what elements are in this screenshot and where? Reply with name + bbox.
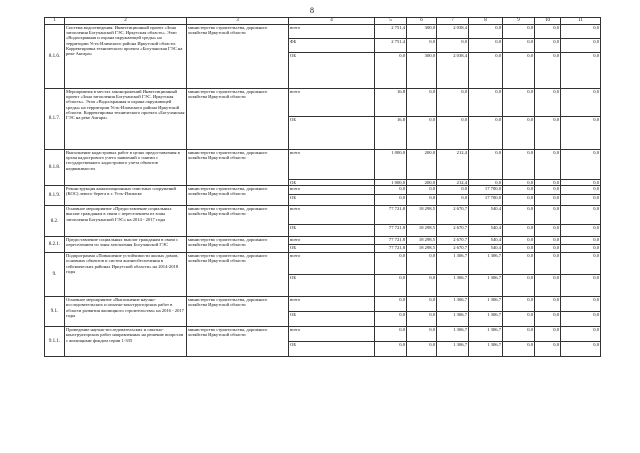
value-cell: 2 670,7 (437, 206, 469, 225)
value-cell: 1 306,7 (469, 275, 503, 297)
value-cell: 0,0 (561, 342, 601, 357)
value-cell: 200,0 (407, 180, 437, 186)
funding-source: ОБ (289, 312, 375, 327)
row-executor: министерство строительства, дорожного хозяйства Иркутской области (187, 237, 289, 253)
value-cell: 0,0 (561, 53, 601, 89)
value-cell: 0,0 (437, 195, 469, 206)
value-cell: 0,0 (469, 180, 503, 186)
value-cell: 0,0 (503, 25, 535, 39)
header-cell: 11 (561, 18, 601, 25)
header-cell: 2 (65, 18, 187, 25)
table-body (45, 18, 601, 357)
value-cell: 0,0 (535, 89, 561, 117)
value-cell: 1 306,7 (437, 342, 469, 357)
funding-source: ФБ (289, 39, 375, 53)
value-cell: 0,0 (535, 237, 561, 245)
value-cell: 1 306,7 (437, 275, 469, 297)
value-cell: 0,0 (503, 186, 535, 195)
value-cell: 0,0 (561, 150, 601, 180)
value-cell: 0,0 (407, 327, 437, 342)
value-cell: 0,0 (503, 312, 535, 327)
value-cell: 0,0 (407, 297, 437, 312)
value-cell: 1 000,0 (375, 150, 407, 180)
value-cell: 0,0 (535, 150, 561, 180)
value-cell: 0,0 (407, 253, 437, 275)
value-cell: 0,0 (535, 180, 561, 186)
value-cell: 1 306,7 (437, 312, 469, 327)
value-cell: 1 306,7 (469, 297, 503, 312)
value-cell: 0,0 (535, 39, 561, 53)
value-cell: 2 751,4 (375, 39, 407, 53)
value-cell: 0,0 (561, 327, 601, 342)
row-executor: министерство строительства, дорожного хозяйства Иркутской области (187, 89, 289, 150)
table-row (45, 186, 601, 195)
value-cell: 0,0 (535, 327, 561, 342)
value-cell: 0,0 (375, 53, 407, 89)
value-cell: 0,0 (503, 195, 535, 206)
value-cell: 0,0 (561, 253, 601, 275)
value-cell: 0,0 (503, 206, 535, 225)
value-cell: 77 721,8 (375, 225, 407, 237)
funding-source: ОБ (289, 275, 375, 297)
value-cell: 0,0 (561, 237, 601, 245)
page-number: 8 (310, 6, 314, 15)
value-cell: 0,0 (437, 186, 469, 195)
value-cell: 0,0 (503, 89, 535, 117)
value-cell: 0,0 (469, 53, 503, 89)
row-code: 8.1.9. (45, 186, 65, 206)
value-cell: 300,0 (407, 25, 437, 39)
row-code: 9.1.1. (45, 327, 65, 357)
row-code: 9. (45, 253, 65, 297)
value-cell: 0,0 (469, 117, 503, 150)
value-cell: 2 670,7 (437, 225, 469, 237)
value-cell: 0,0 (469, 150, 503, 180)
value-cell: 0,0 (535, 253, 561, 275)
value-cell: 0,0 (561, 195, 601, 206)
table-row (45, 297, 601, 312)
value-cell: 18 298,5 (407, 206, 437, 225)
value-cell: 200,0 (407, 150, 437, 180)
value-cell: 0,0 (503, 225, 535, 237)
value-cell: 2 670,7 (437, 245, 469, 253)
funding-source: ОБ (289, 180, 375, 186)
table-row (45, 253, 601, 275)
value-cell: 0,0 (503, 245, 535, 253)
value-cell: 0,0 (437, 39, 469, 53)
value-cell: 0,0 (503, 150, 535, 180)
value-cell: 0,0 (407, 186, 437, 195)
value-cell: 0,0 (503, 117, 535, 150)
value-cell: 77 721,8 (375, 206, 407, 225)
value-cell: 0,0 (561, 186, 601, 195)
value-cell: 0,0 (437, 117, 469, 150)
header-cell: 3 (187, 18, 289, 25)
row-code: 8.1.7. (45, 89, 65, 150)
value-cell: 0,0 (375, 297, 407, 312)
value-cell: 540,4 (469, 225, 503, 237)
value-cell: 0,0 (535, 245, 561, 253)
value-cell: 0,0 (535, 206, 561, 225)
header-cell: 10 (535, 18, 561, 25)
value-cell: 300,0 (407, 53, 437, 89)
row-executor: министерство строительства, дорожного хозяйства Иркутской области (187, 297, 289, 327)
row-code: 8.1.6. (45, 25, 65, 89)
row-description: Мероприятия в местах законорожений Инвестиционный проект «Зона затопления Богучанской ГЭС. Иркутская область». Этап «Водоохранная и охрана окружающей среды» на территории Усть-Илимского района Иркутской области. Корректировка технического проекта «Богучанская ГЭС на реке Ангара» (65, 89, 187, 150)
value-cell: 0,0 (535, 186, 561, 195)
value-cell: 0,0 (407, 195, 437, 206)
value-cell: 0,0 (561, 245, 601, 253)
value-cell: 0,0 (561, 275, 601, 297)
header-cell: 8 (469, 18, 503, 25)
value-cell: 0,0 (561, 206, 601, 225)
value-cell: 1 000,0 (375, 180, 407, 186)
value-cell: 0,0 (561, 225, 601, 237)
value-cell: 0,0 (503, 253, 535, 275)
value-cell: 212,4 (437, 180, 469, 186)
value-cell: 0,0 (469, 25, 503, 39)
funding-source: всего (289, 25, 375, 39)
value-cell: 0,0 (503, 297, 535, 312)
value-cell: 1 306,7 (469, 342, 503, 357)
table-row (45, 25, 601, 39)
value-cell: 0,0 (561, 180, 601, 186)
row-code: 9.1. (45, 297, 65, 327)
value-cell: 1 306,7 (469, 312, 503, 327)
value-cell: 0,0 (561, 117, 601, 150)
row-description: Основное мероприятие «Выполнение научно-исследовательских и опытно-конструкторских работ в области развития жилищного строительства» на 2016 - 2017 годы (65, 297, 187, 327)
funding-source: ОБ (289, 195, 375, 206)
row-executor: министерство строительства, дорожного хозяйства Иркутской области (187, 150, 289, 186)
value-cell: 0,0 (375, 195, 407, 206)
value-cell: 0,0 (407, 117, 437, 150)
funding-source: всего (289, 186, 375, 195)
value-cell: 18 298,5 (407, 225, 437, 237)
funding-source: всего (289, 89, 375, 117)
value-cell: 0,0 (407, 312, 437, 327)
value-cell: 0,0 (503, 39, 535, 53)
value-cell: 0,0 (503, 53, 535, 89)
row-description: Основное мероприятие «Предоставление социальных выплат гражданам в связи с переселением из зоны затопления Богучанской ГЭС» на 2014 - 2017 годы (65, 206, 187, 237)
table-row (45, 89, 601, 117)
value-cell: 77 721,8 (375, 237, 407, 245)
row-description: Подпрограмма «Повышение устойчивости жилых домов, основных объектов и систем жизнеобеспечения в сейсмических районах Иркутской области» на 2014-2018 годы (65, 253, 187, 297)
row-description: Проведение научно-исследовательских и опытно-конструкторских работ направленных на решение вопросов с жилищным фондом серии 1-335 (65, 327, 187, 357)
funding-source: всего (289, 206, 375, 225)
value-cell: 16,8 (375, 117, 407, 150)
value-cell: 0,0 (535, 53, 561, 89)
funding-source: ОБ (289, 245, 375, 253)
value-cell: 0,0 (503, 180, 535, 186)
value-cell: 2 751,4 (375, 25, 407, 39)
header-cell: 4 (289, 18, 375, 25)
value-cell: 2 038,4 (437, 25, 469, 39)
funding-source: всего (289, 237, 375, 245)
row-description: Система водоотведения. Инвестиционный проект «Зона затопления Богучанской ГЭС. Иркутская область». Этап «Водоохранная и охрана окружающей среды» на территории Усть-Илимского района Иркутской области. Корректировка технического проекта «Богучанская ГЭС на реке Ангара» (65, 25, 187, 89)
value-cell: 0,0 (535, 312, 561, 327)
value-cell: 0,0 (375, 312, 407, 327)
row-executor: министерство строительства, дорожного хозяйства Иркутской области (187, 206, 289, 237)
value-cell: 0,0 (469, 39, 503, 53)
row-description: Выполнение кадастровых работ в целях предоставления в орган кадастрового учета заявлений о снятии с государственного кадастрового учета объектов недвижимости (65, 150, 187, 186)
header-cell: 5 (375, 18, 407, 25)
row-executor: министерство строительства, дорожного хозяйства Иркутской области (187, 327, 289, 357)
value-cell: 0,0 (503, 342, 535, 357)
value-cell: 0,0 (469, 89, 503, 117)
value-cell: 2 670,7 (437, 237, 469, 245)
funding-source: ОБ (289, 342, 375, 357)
table-row (45, 150, 601, 180)
funding-source: ОБ (289, 117, 375, 150)
value-cell: 0,0 (375, 186, 407, 195)
value-cell: 0,0 (535, 195, 561, 206)
funding-source: всего (289, 327, 375, 342)
value-cell: 16,8 (375, 89, 407, 117)
value-cell: 0,0 (561, 297, 601, 312)
funding-source: всего (289, 150, 375, 180)
row-executor: министерство строительства, дорожного хозяйства Иркутской области (187, 25, 289, 89)
row-code: 8.1.8. (45, 150, 65, 186)
value-cell: 1 306,7 (469, 253, 503, 275)
value-cell: 0,0 (535, 275, 561, 297)
value-cell: 0,0 (407, 89, 437, 117)
value-cell: 0,0 (407, 39, 437, 53)
funding-source: ОБ (289, 225, 375, 237)
value-cell: 212,4 (437, 150, 469, 180)
value-cell: 0,0 (535, 342, 561, 357)
program-table (44, 17, 601, 357)
value-cell: 0,0 (375, 327, 407, 342)
value-cell: 18 298,5 (407, 245, 437, 253)
header-cell: 7 (437, 18, 469, 25)
value-cell: 0,0 (561, 39, 601, 53)
value-cell: 1 306,7 (437, 253, 469, 275)
value-cell: 2 038,4 (437, 53, 469, 89)
header-row (45, 18, 601, 25)
value-cell: 18 298,5 (407, 237, 437, 245)
value-cell: 0,0 (375, 253, 407, 275)
value-cell: 0,0 (535, 117, 561, 150)
row-executor: министерство строительства, дорожного хозяйства Иркутской области (187, 186, 289, 206)
value-cell: 0,0 (561, 312, 601, 327)
row-description: Предоставление социальных выплат гражданам в связи с переселением из зоны затопления Богучанской ГЭС (65, 237, 187, 253)
table-row (45, 206, 601, 225)
value-cell: 0,0 (375, 275, 407, 297)
value-cell: 0,0 (437, 89, 469, 117)
value-cell: 540,4 (469, 237, 503, 245)
value-cell: 540,4 (469, 206, 503, 225)
value-cell: 77 721,8 (375, 245, 407, 253)
value-cell: 0,0 (535, 25, 561, 39)
funding-source: всего (289, 297, 375, 312)
value-cell: 0,0 (561, 25, 601, 39)
funding-source: ОБ (289, 53, 375, 89)
value-cell: 0,0 (535, 297, 561, 312)
header-cell: 9 (503, 18, 535, 25)
value-cell: 0,0 (407, 275, 437, 297)
value-cell: 0,0 (503, 327, 535, 342)
value-cell: 0,0 (503, 275, 535, 297)
value-cell: 1 306,7 (469, 327, 503, 342)
funding-source: всего (289, 253, 375, 275)
row-description: Реконструкция канализационных очистных сооружений (КОС) левого берега в г. Усть-Илимске (65, 186, 187, 206)
value-cell: 1 306,7 (437, 327, 469, 342)
row-code: 8.2.1. (45, 237, 65, 253)
value-cell: 0,0 (503, 237, 535, 245)
value-cell: 0,0 (561, 89, 601, 117)
row-executor: министерство строительства, дорожного хозяйства Иркутской области (187, 253, 289, 297)
table-row (45, 237, 601, 245)
value-cell: 0,0 (375, 342, 407, 357)
header-cell: 6 (407, 18, 437, 25)
value-cell: 17 700,0 (469, 195, 503, 206)
value-cell: 540,4 (469, 245, 503, 253)
value-cell: 1 306,7 (437, 297, 469, 312)
header-cell: 1 (45, 18, 65, 25)
table-row (45, 327, 601, 342)
row-code: 8.2. (45, 206, 65, 237)
value-cell: 0,0 (407, 342, 437, 357)
value-cell: 0,0 (535, 225, 561, 237)
value-cell: 17 700,0 (469, 186, 503, 195)
